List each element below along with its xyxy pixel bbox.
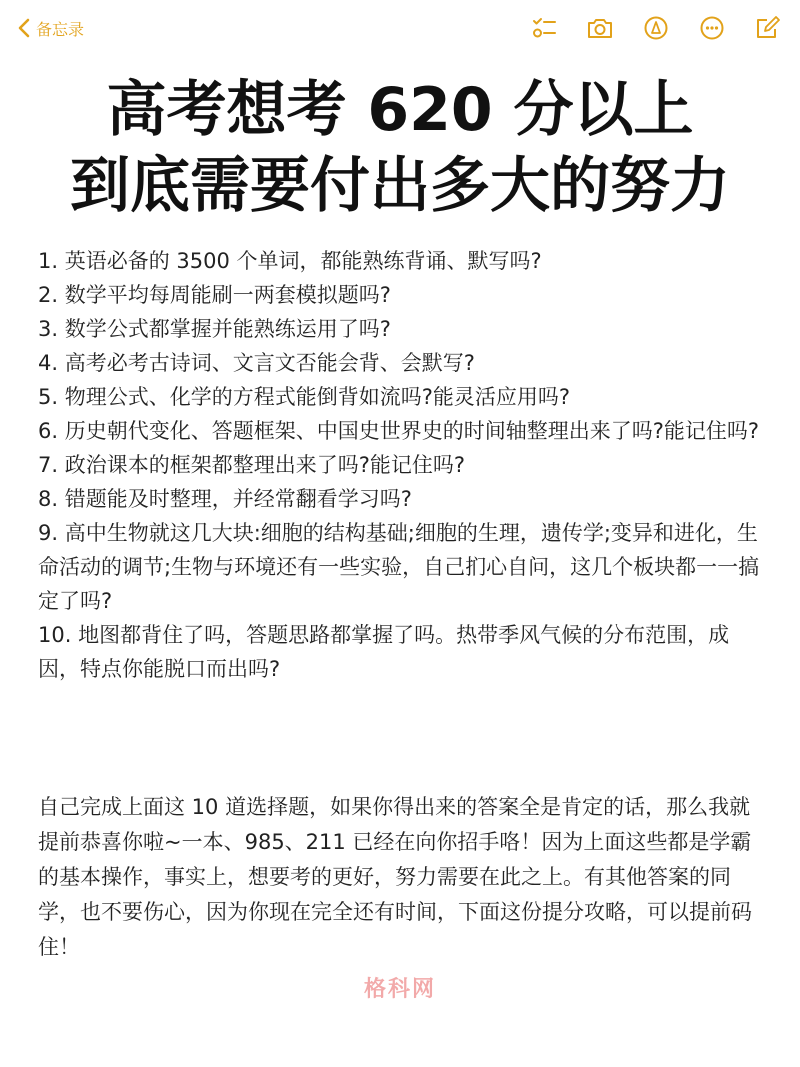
list-item: 2. 数学平均每周能刷一两套模拟题吗? [38,283,391,307]
more-button[interactable] [698,14,726,42]
checklist-icon [531,15,557,41]
chevron-left-icon [18,18,30,38]
list-item: 3. 数学公式都掌握并能熟练运用了吗? [38,317,391,341]
compose-button[interactable] [754,14,782,42]
question-list [38,244,770,686]
toolbar-actions [530,14,782,42]
conclusion-paragraph: 自己完成上面这 10 道选择题，如果你得出来的答案全是肯定的话，那么我就提前恭喜你啦~一本、985、211 已经在向你招手咯！因为上面这些都是学霸的基本操作，事实上，想要考的更好，努力需要在此之上。有其他答案的同学，也不要伤心，因为你现在完全还有时间，下面这份提分攻略，可以提前码住！ [38,795,752,959]
list-item: 6. 历史朝代变化、答题框架、中国史世界史的时间轴整理出来了吗?能记住吗? [38,419,760,443]
list-item: 8. 错题能及时整理，并经常翻看学习吗? [38,487,412,511]
note-title [0,72,800,224]
back-label: 备忘录 [36,19,85,39]
compose-icon [755,15,781,41]
notes-toolbar [0,0,800,58]
list-item: 4. 高考必考古诗词、文言文否能会背、会默写? [38,351,475,375]
list-item: 10. 地图都背住了吗，答题思路都掌握了吗。热带季风气候的分布范围，成因，特点你能脱口而出吗? [38,623,730,681]
checklist-button[interactable] [530,14,558,42]
list-item: 5. 物理公式、化学的方程式能倒背如流吗?能灵活应用吗? [38,385,571,409]
title-line-2: 到底需要付出多大的努力 [70,151,730,221]
more-icon [699,15,725,41]
title-line-1: 高考想考 620 分以上 [106,75,694,145]
list-item: 1. 英语必备的 3500 个单词，都能熟练背诵、默写吗? [38,249,542,273]
list-item: 9. 高中生物就这几大块:细胞的结构基础;细胞的生理，遗传学;变异和进化，生命活动的调节;生物与环境还有一些实验，自己扪心自问，这几个板块都一一搞定了吗? [38,521,760,613]
back-button[interactable] [18,15,84,41]
markup-button[interactable] [642,14,670,42]
camera-icon [586,16,614,40]
markup-pen-icon [643,15,669,41]
watermark-text: 格科网 [363,977,436,1002]
list-item: 7. 政治课本的框架都整理出来了吗?能记住吗? [38,453,466,477]
camera-button[interactable] [586,14,614,42]
